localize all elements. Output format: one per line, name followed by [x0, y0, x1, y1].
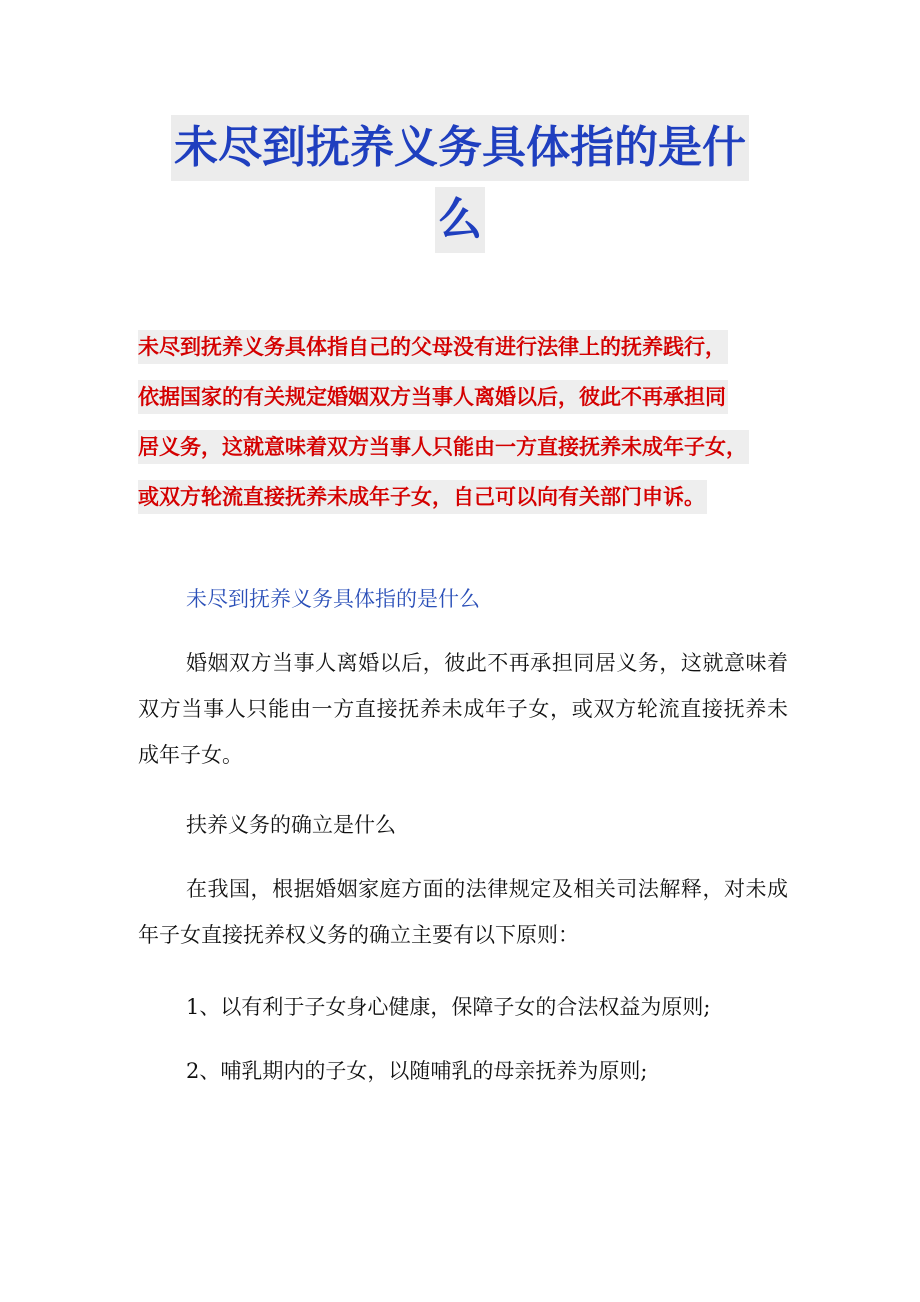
- summary-line-1: 未尽到抚养义务具体指自己的父母没有进行法律上的抚养践行，: [138, 330, 728, 364]
- title-line-1: 未尽到抚养义务具体指的是什: [171, 115, 749, 181]
- list-item-2: 2、哺乳期内的子女，以随哺乳的母亲抚养为原则;: [186, 1059, 648, 1083]
- subheading-2: 扶养义务的确立是什么: [186, 813, 396, 837]
- subheading-1: 未尽到抚养义务具体指的是什么: [186, 587, 480, 611]
- summary-line-2: 依据国家的有关规定婚姻双方当事人离婚以后，彼此不再承担同: [138, 380, 728, 414]
- summary-line-3: 居义务，这就意味着双方当事人只能由一方直接抚养未成年子女，: [138, 430, 749, 464]
- title-line-2: 么: [435, 187, 485, 253]
- paragraph-2: 在我国，根据婚姻家庭方面的法律规定及相关司法解释，对未成年子女直接抚养权义务的确立主要有以下原则：: [138, 877, 788, 947]
- paragraph-1: 婚姻双方当事人离婚以后，彼此不再承担同居义务，这就意味着双方当事人只能由一方直接抚养未成年子女，或双方轮流直接抚养未成年子女。: [138, 651, 788, 767]
- list-item-1: 1、以有利于子女身心健康，保障子女的合法权益为原则;: [186, 995, 711, 1019]
- page-title: [0, 112, 920, 256]
- summary-block: [138, 322, 798, 522]
- summary-line-4: 或双方轮流直接抚养未成年子女，自己可以向有关部门申诉。: [138, 480, 707, 514]
